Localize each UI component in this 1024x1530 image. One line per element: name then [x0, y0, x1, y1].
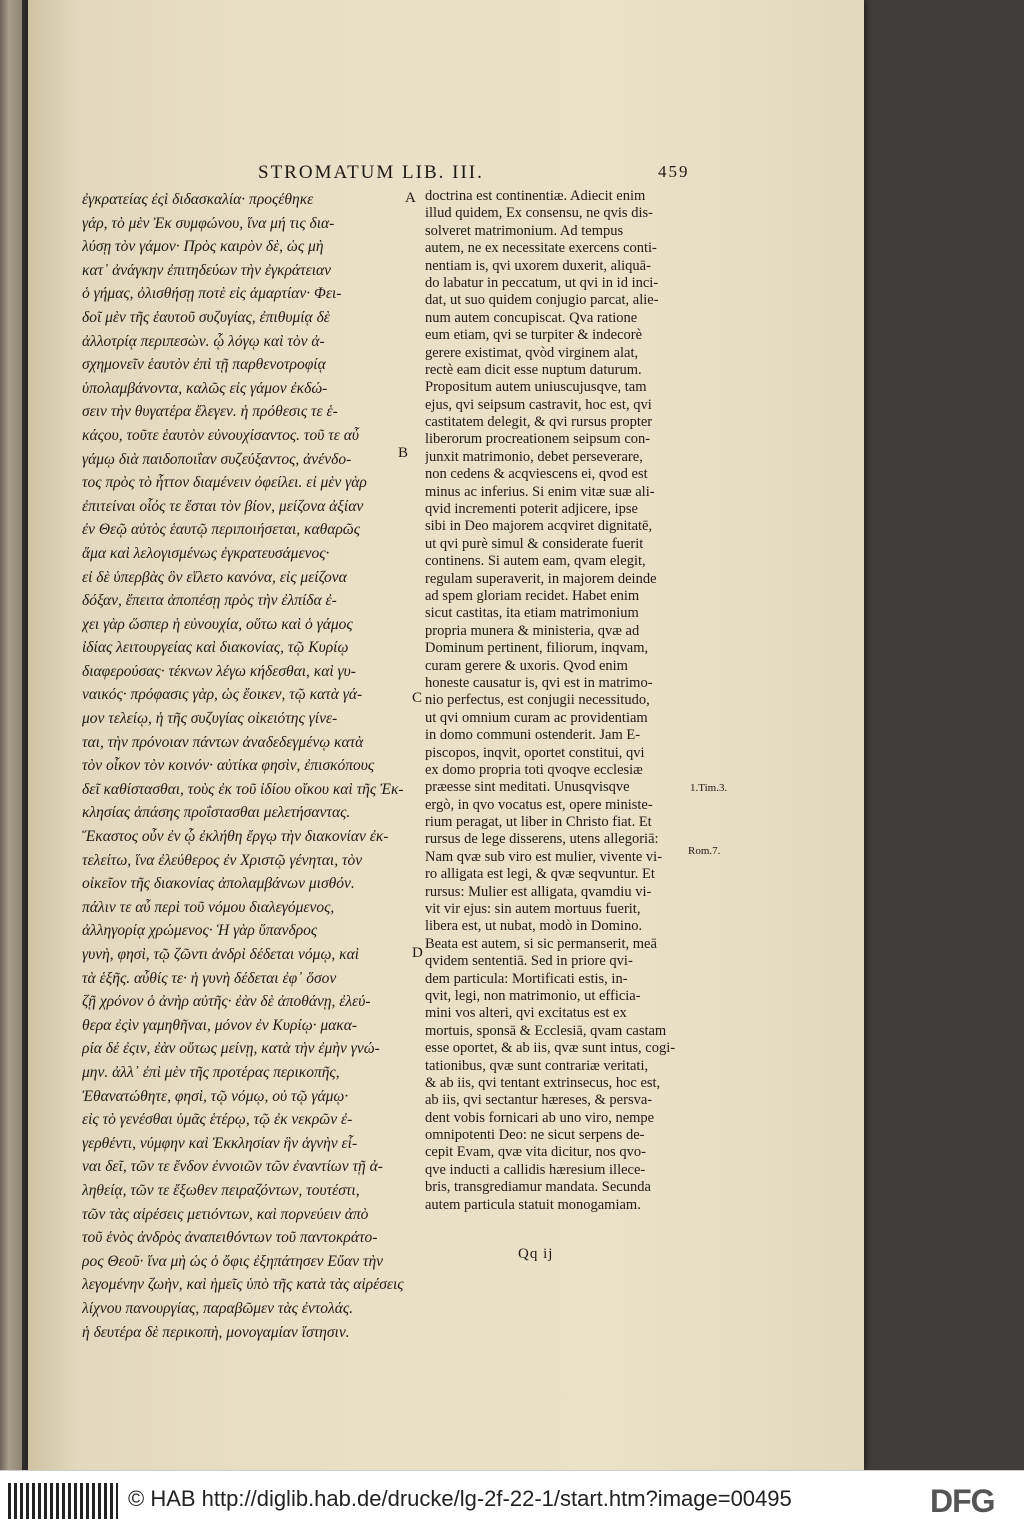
running-title: STROMATUM LIB. III.: [258, 162, 484, 183]
text-line: ἐγκρατείας ἐςὶ διδασκαλία· προςέθηκε: [82, 191, 314, 208]
text-line: μην. ἀλλ᾽ ἐπὶ μὲν τῆς προτέρας περικοπῆς,: [82, 1063, 340, 1081]
text-line: non cedens & acqviescens ei, qvod est: [425, 466, 648, 483]
text-line: μον τελείῳ, ἡ τῆς συζυγίας οἰκειότης γίνε-: [82, 710, 338, 728]
text-line: γάμῳ διὰ παιδοποιΐαν συζεύξαντος, ἀνένδο-: [82, 450, 352, 468]
text-line: ad spem gloriam recidet. Habet enim: [425, 587, 640, 604]
text-line: tationibus, qvæ sunt contrariæ veritati,: [425, 1057, 649, 1074]
greek-text-column: [82, 188, 417, 1344]
text-line: præesse sint meditati. Unusqvisqve: [425, 779, 630, 796]
text-line: ὑπολαμβάνοντα, καλῶς εἰς γάμον ἐκδώ-: [82, 379, 328, 397]
text-line: λύσῃ τὸν γάμον· Πρὸς καιρὸν δὲ, ὡς μὴ: [82, 238, 324, 256]
section-marker-c: C: [412, 690, 423, 706]
text-line: mortuis, sponsā & Ecclesiā, qvam castam: [425, 1022, 667, 1039]
text-line: ἐπιτείναι οἷός τε ἔσται τὸν βίον, μείζονα ἀξίαν: [82, 497, 364, 515]
text-line: εἰς τὸ γενέσθαι ὑμᾶς ἑτέρῳ, τῷ ἐκ νεκρῶν ἐ-: [82, 1111, 353, 1129]
text-line: πάλιν τε αὖ περὶ τοῦ νόμου διαλεγόμενος,: [82, 898, 335, 916]
signature-mark: Qq ij: [518, 1246, 554, 1262]
text-line: dent vobis fornicari ab uno viro, nempe: [425, 1109, 655, 1126]
text-line: ἡ δευτέρα δὲ περικοπὴ, μονογαμίαν ἵστησιν.: [82, 1323, 350, 1341]
text-line: ληθείᾳ, τῶν τε ἔξωθεν πειραζόντων, τουτέστι,: [82, 1181, 360, 1199]
text-line: liberorum procreationem seipsum con-: [425, 431, 651, 448]
text-line: junxit matrimonio, debet perseverare,: [425, 448, 643, 465]
text-line: num autem concupiscat. Qva ratione: [425, 309, 638, 326]
text-line: διαφερούσας· τέκνων λέγω κήδεσθαι, καὶ γυ-: [82, 662, 356, 680]
barcode-icon: [8, 1483, 118, 1519]
text-line: δόξαν, ἔπειτα ἀποπέσῃ πρὸς τὴν ἐλπίδα ἐ-: [82, 592, 337, 610]
text-line: esse oportet, & ab iis, qvæ sunt intus, cogi-: [425, 1040, 676, 1057]
text-line: δεῖ καθίστασθαι, τοὺς ἐκ τοῦ ἰδίου οἴκου καὶ τῆς Ἐκ-: [82, 780, 404, 798]
text-line: τος πρὸς τὸ ἧττον διαμένειν ὀφείλει. εἰ μὲν γὰρ: [82, 474, 367, 492]
text-line: & ab iis, qvi tentant extrinsecus, hoc est,: [425, 1074, 661, 1091]
copyright-link[interactable]: © HAB http://diglib.hab.de/drucke/lg-2f-22-1/start.htm?image=00495: [128, 1486, 792, 1511]
text-line: οἰκεῖον τῆς διακονίας ἀπολαμβάνων μισθόν.: [82, 875, 355, 893]
text-line: γυνὴ, φησὶ, τῷ ζῶντι ἀνδρὶ δέδεται νόμῳ, καὶ: [82, 946, 360, 963]
text-line: solveret matrimonium. Ad tempus: [425, 222, 624, 239]
text-line: ἰδίας λειτουργείας καὶ διακονίας, τῷ Κυρίῳ: [82, 639, 349, 657]
text-line: γερθέντι, νύμφην καὶ Ἐκκλησίαν ἣν ἁγνὴν εἶ-: [82, 1134, 358, 1152]
text-line: nio perfectus, est conjugii necessitudo,: [425, 692, 650, 709]
text-line: ἀλληγορίᾳ χρώμενος· Ἡ γὰρ ὕπανδρος: [82, 922, 318, 940]
text-line: bris, transgrediamur mandata. Secunda: [425, 1179, 651, 1196]
text-line: qvidem sententiā. Sed in priore qvi-: [425, 953, 633, 970]
text-line: ex domo propria toti qvoqve ecclesiæ: [425, 761, 643, 778]
text-line: ut qvi omnium curam ac providentiam: [425, 709, 648, 726]
text-line: ut qvi purè simul & considerate fuerit: [425, 535, 644, 552]
page-header: [228, 160, 698, 190]
text-line: Ἕκαστος οὖν ἐν ᾧ ἐκλήθη ἔργῳ τὴν διακονίαν ἐκ-: [82, 828, 389, 846]
text-line: cepit Evam, qvæ vita dicitur, nos qvo-: [425, 1144, 646, 1161]
text-line: illud quidem, Ex consensu, ne qvis dis-: [425, 205, 653, 222]
marginal-note-rom: Rom.7.: [688, 845, 721, 857]
text-line: dat, ut suo quidem conjugio parcat, alie-: [425, 292, 659, 309]
text-line: rursus de lege disserens, utens allegoriā:: [425, 831, 659, 848]
dfg-logo: DFG: [930, 1483, 995, 1519]
text-line: ναι δεῖ, τῶν τε ἔνδον ἐννοιῶν τῶν ἐναντίων τῇ ἀ-: [82, 1158, 383, 1176]
text-line: autem particula statuit monogamiam.: [425, 1196, 641, 1213]
text-line: ζῇ χρόνον ὁ ἀνὴρ αὐτῆς· ἐὰν δὲ ἀποθάνῃ, ἐλεύ-: [82, 993, 371, 1011]
text-line: κάςου, τοῦτε ἑαυτὸν εὐνουχίσαντος. τοῦ τε αὖ: [82, 426, 359, 444]
text-line: libera est, ut nubat, modò in Domino.: [425, 918, 643, 935]
text-line: do labatur in peccatum, ut qvi in id inci-: [425, 274, 659, 291]
section-marker-b: B: [398, 445, 409, 461]
scan-background: [864, 0, 1024, 1470]
text-line: sibi in Deo majorem acqviret dignitatē,: [425, 518, 653, 535]
text-line: θερα ἐςὶν γαμηθῆναι, μόνον ἐν Κυρίῳ· μακα-: [82, 1016, 358, 1034]
text-line: ejus, qvi seipsum castravit, hoc est, qvi: [425, 396, 652, 413]
text-line: gerere existimat, qvòd virginem alat,: [425, 344, 639, 361]
text-line: εἰ δὲ ὑπερβὰς ὃν εἵλετο κανόνα, εἰς μείζονα: [82, 568, 347, 586]
text-line: honeste causatur is, qvi est in matrimo-: [425, 674, 653, 691]
text-line: autem, ne ex necessitate exercens conti-: [425, 240, 657, 257]
text-line: σειν τὴν θυγατέρα ἔλεγεν. ἡ πρόθεσις τε ἑ-: [82, 403, 338, 421]
text-line: τὸν οἶκον τὸν κοινόν· αὐτίκα φησὶν, ἐπισκόπους: [82, 757, 375, 775]
text-line: Nam qvæ sub viro est mulier, vivente vi-: [425, 848, 663, 865]
text-line: Ἐθανατώθητε, φησὶ, τῷ νόμῳ, οὐ τῷ γάμῳ·: [82, 1087, 349, 1105]
text-line: κατ᾽ ἀνάγκην ἐπιτηδεύων τὴν ἐγκράτειαν: [82, 261, 332, 279]
text-line: vit vir ejus: sin autem mortuus fuerit,: [425, 901, 641, 918]
text-line: regulam superaverit, in majorem deinde: [425, 570, 657, 587]
text-line: σχημονεῖν ἑαυτὸν ἐπὶ τῇ παρθενοτροφίᾳ: [82, 356, 326, 374]
text-line: τοῦ ἑνὸς ἀνδρὸς ἀναπειθόντων τοῦ παντοκράτο-: [82, 1229, 378, 1247]
text-line: continens. Si autem eam, qvam elegit,: [425, 553, 646, 570]
text-line: Dominum pertinent, filiorum, inqvam,: [425, 640, 649, 657]
latin-text-column: [425, 188, 687, 1214]
text-line: ρία δέ ἐςιν, ἐὰν οὕτως μείνῃ, κατὰ τὴν ἐμὴν γνώ-: [82, 1040, 380, 1058]
text-line: δοῖ μὲν τῆς ἑαυτοῦ συζυγίας, ἐπιθυμίᾳ δὲ: [82, 308, 330, 326]
page-number: 459: [658, 162, 690, 181]
text-line: ναικός· πρόφασις γὰρ, ὡς ἔοικεν, τῷ κατὰ γά-: [82, 686, 363, 704]
text-line: doctrina est continentiæ. Adiecit enim: [425, 188, 646, 204]
text-line: τῶν τὰς αἱρέσεις μετιόντων, καὶ πορνεύειν ἀπὸ: [82, 1205, 369, 1223]
text-line: ab iis, qvi sectantur hæreses, & persva-: [425, 1092, 653, 1109]
text-line: κλησίας ἁπάσης προΐστασθαι μελετήσαντας.: [82, 804, 351, 822]
text-line: curam gerere & uxoris. Qvod enim: [425, 657, 628, 674]
text-line: rursus: Mulier est alligata, qvamdiu vi-: [425, 883, 652, 900]
text-line: τελείτω, ἵνα ἐλεύθερος ἐν Χριστῷ γένηται, τὸν: [82, 851, 363, 869]
text-line: qve inducti a callidis hæresium illece-: [425, 1161, 646, 1178]
text-line: eum etiam, qvi se turpiter & indecorè: [425, 327, 643, 344]
book-edge: [0, 0, 22, 1470]
text-line: dem particula: Mortificati estis, in-: [425, 970, 628, 987]
text-line: τὰ ἑξῆς. αὖθίς τε· ἡ γυνὴ δέδεται ἐφ᾽ ὅσον: [82, 969, 337, 987]
section-marker-a: A: [405, 190, 416, 206]
text-line: Propositum autem uniuscujusqve, tam: [425, 379, 647, 396]
text-line: qvid incrementi poterit adjicere, ipse: [425, 501, 638, 518]
text-line: minus ac inferius. Si enim vitæ suæ ali-: [425, 483, 655, 500]
text-line: qvit, legi, non matrimonio, ut efficia-: [425, 987, 641, 1004]
viewer-footer: [0, 1470, 1024, 1530]
marginal-note-tim: 1.Tim.3.: [690, 782, 728, 794]
text-line: χει γὰρ ὥσπερ ἡ εὐνουχία, οὕτω καὶ ὁ γάμος: [82, 615, 353, 633]
text-line: ἐν Θεῷ αὐτὸς ἑαυτῷ περιποιήσεται, καθαρῶς: [82, 521, 361, 539]
text-line: sicut castitas, ita etiam matrimonium: [425, 605, 639, 622]
text-line: ἀλλοτρίᾳ περιπεσὼν. ᾧ λόγῳ καὶ τὸν ἀ-: [82, 332, 325, 350]
text-line: rectè eam dicit esse nuptum daturum.: [425, 361, 642, 378]
text-line: piscopos, inqvit, oportet constitui, qvi: [425, 744, 645, 761]
text-line: ὁ γήμας, ὀλισθήσῃ ποτὲ εἰς ἁμαρτίαν· Φει-: [82, 285, 342, 303]
text-line: ro alligata est legi, & qvæ seqvuntur. Et: [425, 866, 655, 883]
text-line: γάρ, τὸ μὲν Ἐκ συμφώνου, ἵνα μή τις δια-: [82, 214, 335, 232]
text-line: omnipotenti Deo: ne sicut serpens de-: [425, 1127, 645, 1144]
section-marker-d: D: [412, 945, 423, 961]
text-line: ergò, in qvo vocatus est, opere ministe-: [425, 796, 653, 813]
text-line: λίχνου πανουργίας, παραβῶμεν τὰς ἐντολάς.: [82, 1299, 354, 1317]
text-line: nentiam is, qvi uxorem duxerit, aliquā-: [425, 257, 651, 274]
text-line: rium peragat, ut liber in Christo fiat. Et: [425, 814, 652, 831]
text-line: in domo communi ostenderit. Jam E-: [425, 727, 641, 744]
text-line: Beata est autem, si sic permanserit, meā: [425, 935, 657, 952]
text-line: ρος Θεοῦ· ἵνα μὴ ὡς ὁ ὄφις ἐξηπάτησεν Εὔαν τὴν: [82, 1252, 384, 1270]
text-line: ἅμα καὶ λελογισμένως ἐγκρατευσάμενος·: [82, 544, 330, 562]
text-line: propria munera & ministeria, qvæ ad: [425, 622, 640, 639]
text-line: λεγομένην ζωὴν, καὶ ἡμεῖς ὑπὸ τῆς κατὰ τὰς αἱρέσεις: [82, 1276, 404, 1294]
text-line: mini vos alteri, qvi excitatus est ex: [425, 1005, 627, 1022]
text-line: castitatem delegit, & qvi rursus propter: [425, 414, 653, 431]
text-line: ται, τὴν πρόνοιαν πάντων ἀναδεδεγμένῳ κατὰ: [82, 733, 364, 751]
